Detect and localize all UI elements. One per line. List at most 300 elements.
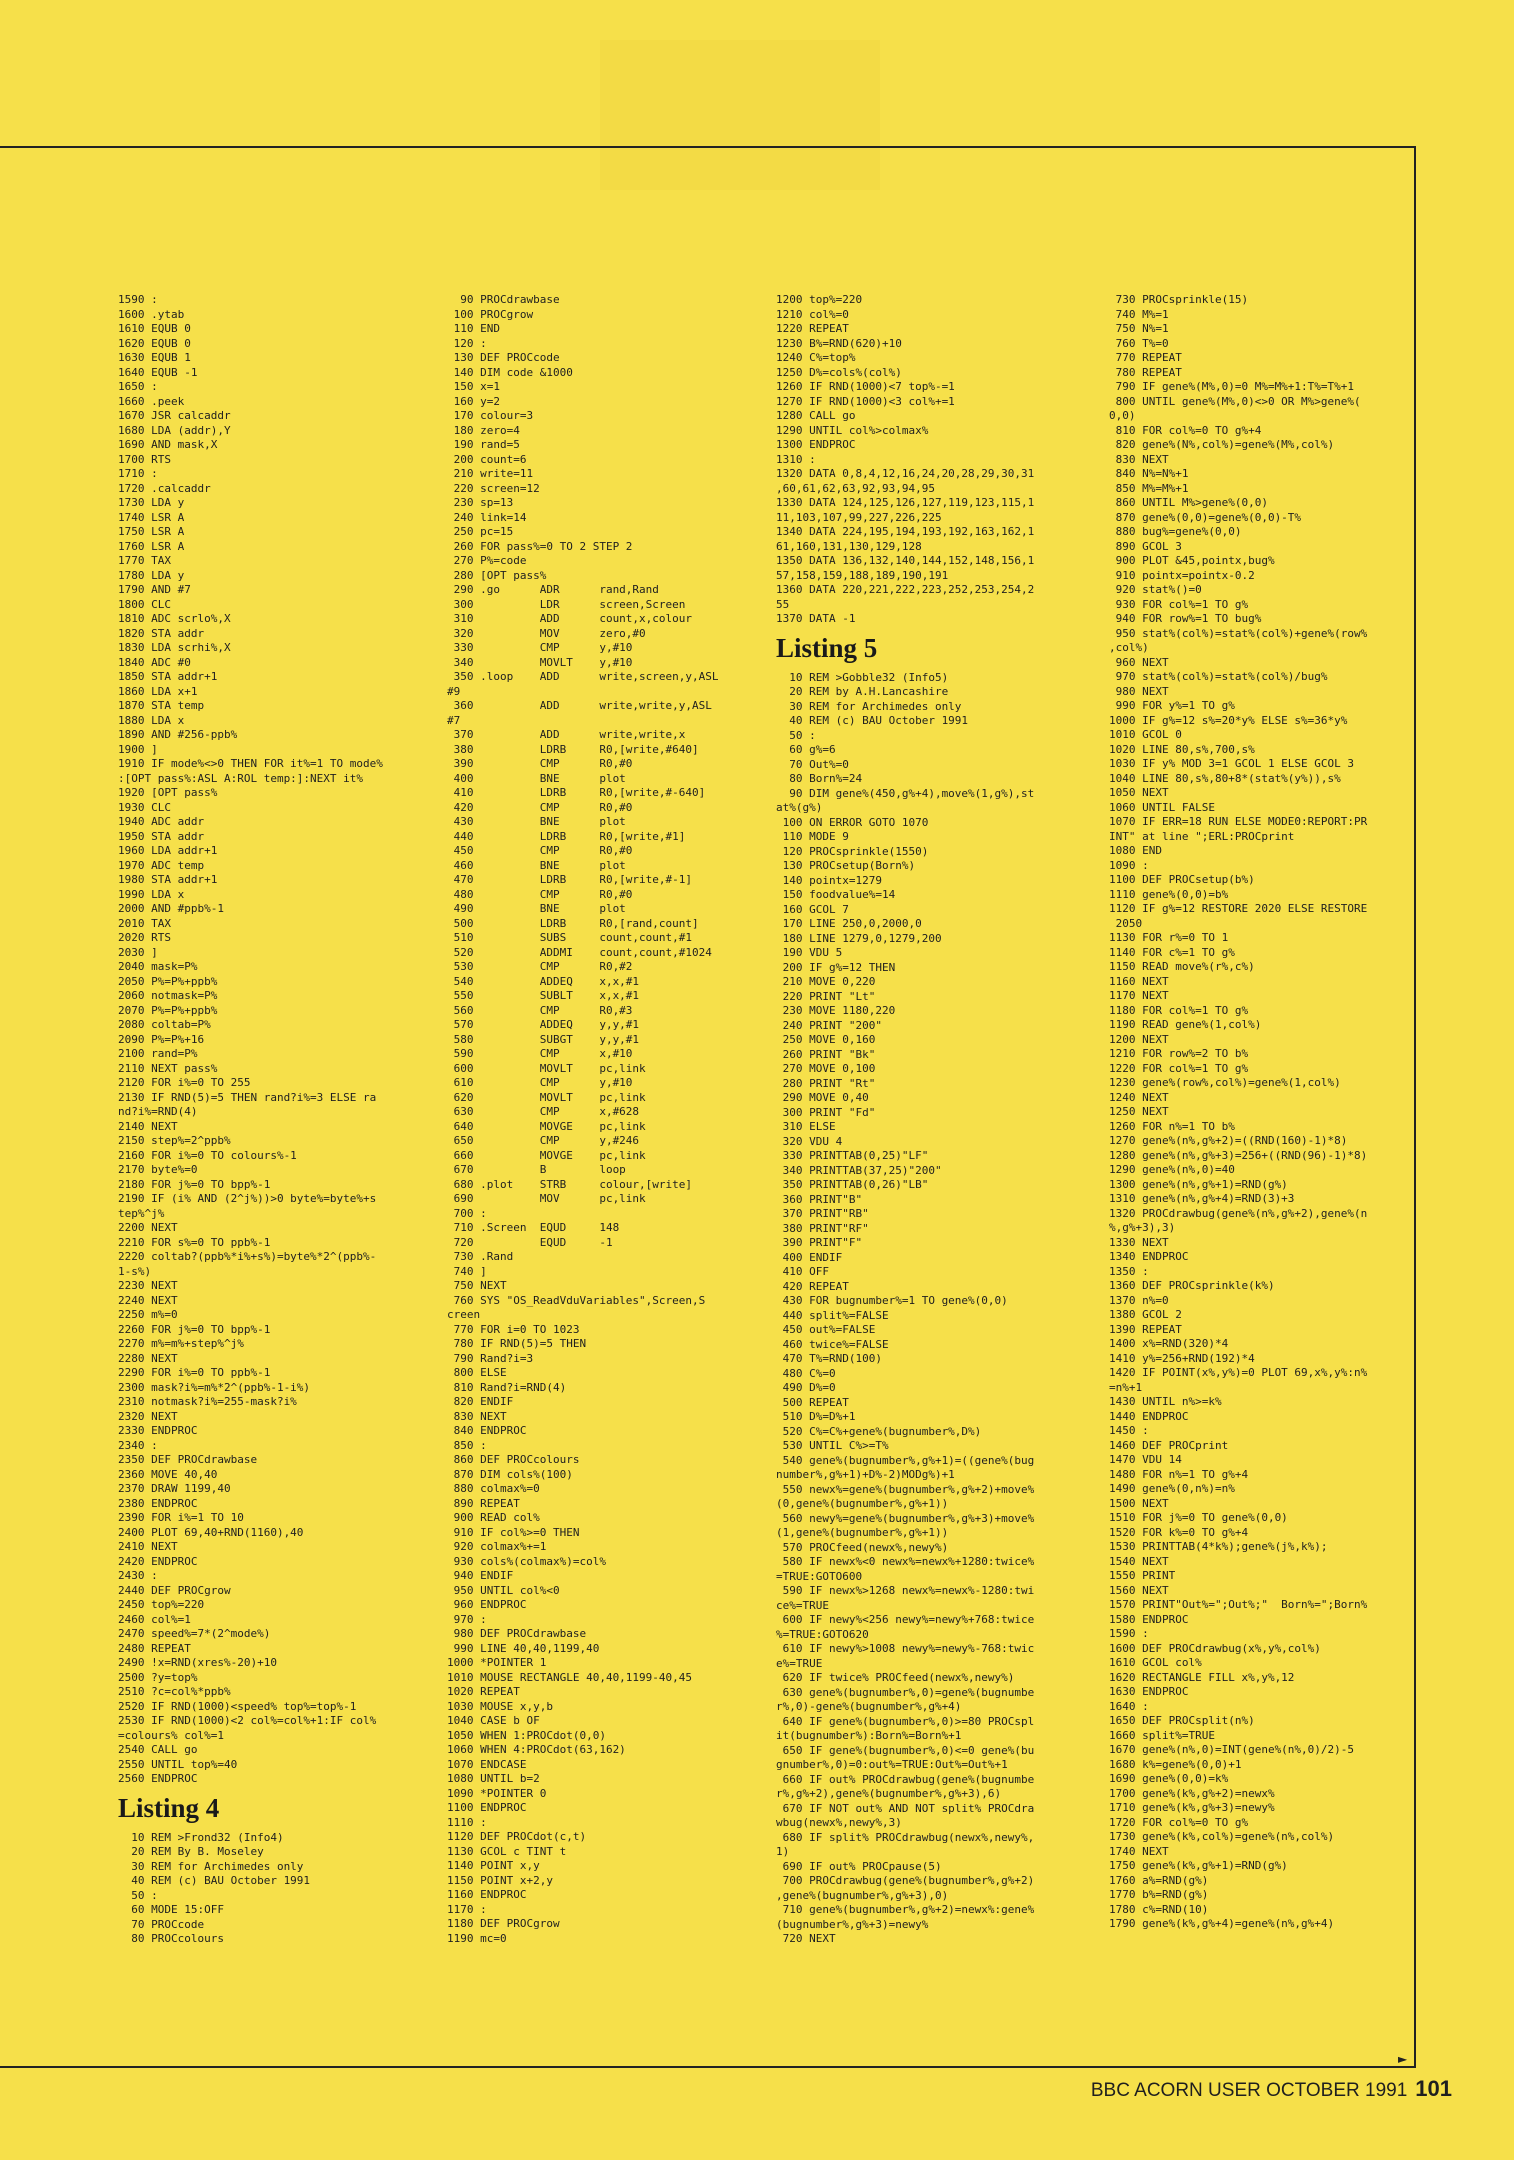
code-line: 1270 IF RND(1000)<3 col%+=1 <box>776 394 955 408</box>
code-line: 390 CMP R0,#0 <box>447 757 633 770</box>
code-line: 930 cols%(colmax%)=col% <box>447 1554 606 1568</box>
code-line: number%,g%+1)+D%-2)MODg%)+1 <box>776 1468 955 1481</box>
code-line: 140 pointx=1279 <box>776 873 882 887</box>
code-line: 880 bug%=gene%(0,0) <box>1109 525 1242 538</box>
code-line: 880 colmax%=0 <box>447 1482 540 1495</box>
code-line: 1020 REPEAT <box>447 1685 520 1698</box>
code-line: 340 PRINTTAB(37,25)"200" <box>776 1163 942 1177</box>
code-line: 520 C%=C%+gene%(bugnumber%,D%) <box>776 1424 982 1438</box>
code-line: 1570 PRINT"Out%=";Out%;" Born%=";Born% <box>1109 1598 1368 1611</box>
code-line: 150 x=1 <box>447 380 500 393</box>
code-line: 590 IF newx%>1268 newx%=newx%-1280:twi <box>776 1584 1035 1597</box>
code-line: 1320 PROCdrawbug(gene%(n%,g%+2),gene%(n <box>1109 1206 1368 1220</box>
code-line: 800 ELSE <box>447 1366 507 1379</box>
code-line: 960 ENDPROC <box>447 1598 527 1611</box>
code-line: 1060 WHEN 4:PROCdot(63,162) <box>447 1743 626 1756</box>
code-line: 110 MODE 9 <box>776 830 849 843</box>
code-line: e%=TRUE <box>776 1656 823 1670</box>
code-line: 210 MOVE 0,220 <box>776 975 876 988</box>
code-line: 20 REM by A.H.Lancashire <box>776 685 949 698</box>
code-line: 1) <box>776 1845 790 1858</box>
code-line: 1400 x%=RND(320)*4 <box>1109 1337 1229 1350</box>
code-line: 2000 AND #ppb%-1 <box>118 902 224 915</box>
code-line: 2440 DEF PROCgrow <box>118 1583 231 1597</box>
code-line: 580 SUBGT y,y,#1 <box>447 1032 640 1046</box>
code-line: 1130 GCOL c TINT t <box>447 1844 567 1858</box>
code-line: 780 REPEAT <box>1109 365 1182 379</box>
code-line: 250 MOVE 0,160 <box>776 1033 876 1046</box>
code-line: 380 LDRB R0,[write,#640] <box>447 742 699 756</box>
code-line: 2290 FOR i%=0 TO ppb%-1 <box>118 1366 271 1379</box>
code-line: 2100 rand=P% <box>118 1047 198 1060</box>
code-line: 1330 NEXT <box>1109 1235 1169 1249</box>
code-line: 2210 FOR s%=0 TO ppb%-1 <box>118 1235 271 1249</box>
code-line: 1720 FOR col%=0 TO g% <box>1109 1815 1249 1829</box>
code-line: 1810 ADC scrlo%,X <box>118 612 231 625</box>
code-line: 350 .loop ADD write,screen,y,ASL <box>447 670 719 683</box>
code-line: 600 MOVLT pc,link <box>447 1061 646 1075</box>
code-line: 1240 C%=top% <box>776 351 856 364</box>
code-line: 480 CMP R0,#0 <box>447 887 633 901</box>
code-line: 2530 IF RND(1000)<2 col%=col%+1:IF col% <box>118 1714 377 1727</box>
code-line: 1110 gene%(0,0)=b% <box>1109 887 1229 901</box>
code-line: 57,158,159,188,189,190,191 <box>776 568 949 582</box>
code-line: 80 Born%=24 <box>776 772 863 785</box>
top-rule <box>0 146 1416 148</box>
code-line: 1650 DEF PROCsplit(n%) <box>1109 1714 1255 1727</box>
code-line: 670 B loop <box>447 1163 626 1176</box>
code-line: 1-s%) <box>118 1264 152 1278</box>
code-line: 1860 LDA x+1 <box>118 684 198 698</box>
code-line: 50 : <box>118 1888 158 1902</box>
code-line: 790 IF gene%(M%,0)=0 M%=M%+1:T%=T%+1 <box>1109 380 1355 393</box>
code-line: 440 split%=FALSE <box>776 1308 889 1322</box>
code-line: 1150 READ move%(r%,c%) <box>1109 960 1255 973</box>
code-line: 200 count=6 <box>447 452 527 466</box>
code-line: 2500 ?y=top% <box>118 1670 198 1684</box>
code-line: at%(g%) <box>776 801 823 814</box>
code-block <box>118 293 456 1787</box>
code-line: 1250 D%=cols%(col%) <box>776 365 902 379</box>
code-line: 2380 ENDPROC <box>118 1496 198 1510</box>
code-line: 920 stat%()=0 <box>1109 583 1202 596</box>
code-line: 1870 STA temp <box>118 699 205 712</box>
code-line: 90 DIM gene%(450,g%+4),move%(1,g%),st <box>776 786 1035 800</box>
code-line: 1490 gene%(0,n%)=n% <box>1109 1482 1235 1495</box>
code-line: 1690 AND mask,X <box>118 438 218 451</box>
code-line: 1970 ADC temp <box>118 858 205 872</box>
code-line: 950 UNTIL col%<0 <box>447 1583 560 1597</box>
code-line: 980 NEXT <box>1109 684 1169 698</box>
code-line: 1220 FOR col%=1 TO g% <box>1109 1061 1249 1075</box>
code-line: 480 C%=0 <box>776 1366 836 1380</box>
code-line: 1910 IF mode%<>0 THEN FOR it%=1 TO mode% <box>118 757 383 770</box>
code-line: 2040 mask=P% <box>118 960 198 973</box>
code-line: 890 GCOL 3 <box>1109 539 1182 553</box>
code-line: 640 IF gene%(bugnumber%,0)>=80 PROCspl <box>776 1714 1035 1728</box>
code-line: 360 PRINT"B" <box>776 1192 863 1206</box>
code-line: 70 Out%=0 <box>776 757 849 771</box>
code-line: 2230 NEXT <box>118 1279 178 1292</box>
code-line: 2080 coltab=P% <box>118 1018 211 1031</box>
code-line: 830 NEXT <box>1109 452 1169 466</box>
code-line: 1110 : <box>447 1815 487 1829</box>
code-line: 1900 ] <box>118 742 158 756</box>
code-line: 110 END <box>447 322 500 335</box>
code-line: 190 rand=5 <box>447 438 520 451</box>
code-line: 1710 : <box>118 467 158 480</box>
code-line: 1350 DATA 136,132,140,144,152,148,156,1 <box>776 554 1035 567</box>
code-line: 240 PRINT "200" <box>776 1018 882 1032</box>
code-line: 750 N%=1 <box>1109 322 1169 335</box>
code-line: 2320 NEXT <box>118 1409 178 1423</box>
code-line: 490 BNE plot <box>447 902 626 915</box>
code-line: 810 Rand?i=RND(4) <box>447 1380 567 1394</box>
code-line: 1310 gene%(n%,g%+4)=RND(3)+3 <box>1109 1192 1295 1205</box>
code-line: 1090 : <box>1109 858 1149 872</box>
magazine-issue: BBC ACORN USER OCTOBER 1991 <box>1090 2080 1408 2101</box>
code-line: 1790 gene%(k%,g%+4)=gene%(n%,g%+4) <box>1109 1917 1335 1930</box>
code-line: 1050 WHEN 1:PROCdot(0,0) <box>447 1728 606 1742</box>
code-line: 90 PROCdrawbase <box>447 293 560 306</box>
code-line: 370 PRINT"RB" <box>776 1207 869 1220</box>
code-line: 120 PROCsprinkle(1550) <box>776 844 929 858</box>
code-line: 1600 .ytab <box>118 307 185 321</box>
code-line: 2120 FOR i%=0 TO 255 <box>118 1076 251 1089</box>
code-line: 1080 END <box>1109 844 1162 857</box>
code-line: 2260 FOR j%=0 TO bpp%-1 <box>118 1322 271 1336</box>
code-line: 980 DEF PROCdrawbase <box>447 1627 587 1640</box>
code-line: 1340 DATA 224,195,194,193,192,163,162,1 <box>776 525 1035 538</box>
code-line: 1360 DATA 220,221,222,223,252,253,254,2 <box>776 583 1035 596</box>
code-line: 460 twice%=FALSE <box>776 1337 889 1351</box>
code-line: 130 PROCsetup(Born%) <box>776 859 916 872</box>
code-line: 630 gene%(bugnumber%,0)=gene%(bugnumbe <box>776 1685 1035 1699</box>
code-line: 530 UNTIL C%>=T% <box>776 1439 889 1452</box>
code-line: 1070 ENDCASE <box>447 1757 527 1771</box>
code-line: 510 D%=D%+1 <box>776 1410 856 1423</box>
code-line: 1280 gene%(n%,g%+3)=256+((RND(96)-1)*8) <box>1109 1148 1368 1162</box>
code-line: 170 colour=3 <box>447 409 534 422</box>
page-footer <box>1091 2076 1452 2102</box>
code-line: 990 FOR y%=1 TO g% <box>1109 699 1235 712</box>
code-line: 1040 LINE 80,s%,80+8*(stat%(y%)),s% <box>1109 771 1341 785</box>
code-line: 1300 ENDPROC <box>776 438 856 451</box>
code-line: 1720 .calcaddr <box>118 481 211 495</box>
code-line: 290 MOVE 0,40 <box>776 1091 869 1104</box>
code-line: 220 PRINT "Lt" <box>776 989 876 1003</box>
listing-column-2 <box>447 293 785 1946</box>
code-line: ,gene%(bugnumber%,g%+3),0) <box>776 1888 949 1902</box>
code-line: 1290 UNTIL col%>colmax% <box>776 423 929 437</box>
code-line: 710 .Screen EQUD 148 <box>447 1221 620 1234</box>
listing-column-1 <box>118 293 456 1947</box>
code-line: 1250 NEXT <box>1109 1105 1169 1118</box>
code-line: 2060 notmask=P% <box>118 989 218 1002</box>
code-line: 1180 DEF PROCgrow <box>447 1917 560 1930</box>
code-line: 840 N%=N%+1 <box>1109 467 1189 480</box>
code-line: 30 REM for Archimedes only <box>118 1859 304 1873</box>
code-line: 1520 FOR k%=0 TO g%+4 <box>1109 1525 1249 1539</box>
code-line: 550 SUBLT x,x,#1 <box>447 989 640 1002</box>
code-line: (bugnumber%,g%+3)=newy% <box>776 1917 929 1931</box>
code-line: 2280 NEXT <box>118 1351 178 1365</box>
code-line: 330 PRINTTAB(0,25)"LF" <box>776 1149 929 1162</box>
code-line: 910 pointx=pointx-0.2 <box>1109 568 1255 582</box>
code-line: 860 UNTIL M%>gene%(0,0) <box>1109 496 1268 509</box>
code-line: 1700 RTS <box>118 452 171 466</box>
code-line: 1050 NEXT <box>1109 786 1169 799</box>
code-line: 270 MOVE 0,100 <box>776 1062 876 1075</box>
code-line: %,g%+3),3) <box>1109 1221 1176 1234</box>
code-line: 410 LDRB R0,[write,#-640] <box>447 786 706 799</box>
code-line: 2050 P%=P%+ppb% <box>118 974 218 988</box>
code-block <box>1109 293 1447 1932</box>
code-line: 1240 NEXT <box>1109 1090 1169 1104</box>
code-line: 1730 gene%(k%,col%)=gene%(n%,col%) <box>1109 1830 1335 1843</box>
code-line: gnumber%,0)=0:out%=TRUE:Out%=Out%+1 <box>776 1758 1008 1771</box>
code-line: 710 gene%(bugnumber%,g%+2)=newx%:gene% <box>776 1903 1035 1916</box>
code-line: 870 DIM cols%(100) <box>447 1467 573 1481</box>
code-line: 1590 : <box>1109 1627 1149 1640</box>
code-line: 1120 IF g%=12 RESTORE 2020 ELSE RESTORE <box>1109 902 1368 915</box>
code-line: 1370 DATA -1 <box>776 612 856 625</box>
code-line: 560 CMP R0,#3 <box>447 1003 633 1017</box>
code-line: 1380 GCOL 2 <box>1109 1308 1182 1321</box>
code-line: 1610 GCOL col% <box>1109 1656 1202 1669</box>
code-line: 1020 LINE 80,s%,700,s% <box>1109 742 1255 756</box>
code-line: 20 REM By B. Moseley <box>118 1845 264 1858</box>
code-line: 1630 ENDPROC <box>1109 1685 1189 1698</box>
code-line: 1350 : <box>1109 1264 1149 1278</box>
code-line: 1560 NEXT <box>1109 1583 1169 1597</box>
code-line: 1090 *POINTER 0 <box>447 1786 547 1800</box>
code-line: 180 LINE 1279,0,1279,200 <box>776 931 942 945</box>
code-line: 1770 b%=RND(g%) <box>1109 1888 1209 1901</box>
code-line: 1170 : <box>447 1902 487 1916</box>
code-line: 2560 ENDPROC <box>118 1772 198 1785</box>
code-line: 1280 CALL go <box>776 409 856 422</box>
code-line: 600 IF newy%<256 newy%=newy%+768:twice <box>776 1613 1035 1626</box>
code-line: 260 FOR pass%=0 TO 2 STEP 2 <box>447 539 633 553</box>
code-line: 170 LINE 250,0,2000,0 <box>776 917 922 930</box>
code-line: 490 D%=0 <box>776 1381 836 1394</box>
code-line: 400 ENDIF <box>776 1250 843 1264</box>
code-line: 55 <box>776 597 790 611</box>
code-line: 1410 y%=256+RND(192)*4 <box>1109 1351 1255 1365</box>
code-line: 820 ENDIF <box>447 1395 514 1408</box>
code-line: 610 CMP y,#10 <box>447 1076 633 1089</box>
code-line: 1190 READ gene%(1,col%) <box>1109 1018 1262 1031</box>
code-line: 820 gene%(N%,col%)=gene%(M%,col%) <box>1109 438 1335 451</box>
code-line: 440 LDRB R0,[write,#1] <box>447 829 686 843</box>
code-line: 1950 STA addr <box>118 829 205 843</box>
code-line: 730 .Rand <box>447 1250 514 1263</box>
code-line: 1600 DEF PROCdrawbug(x%,y%,col%) <box>1109 1641 1321 1655</box>
code-line: 1820 STA addr <box>118 626 205 640</box>
code-line: 1650 : <box>118 380 158 393</box>
code-line: 920 colmax%+=1 <box>447 1540 547 1553</box>
code-line: 700 : <box>447 1206 487 1220</box>
code-line: 1670 JSR calcaddr <box>118 409 231 422</box>
code-line: 2540 CALL go <box>118 1743 198 1756</box>
code-line: 1340 ENDPROC <box>1109 1250 1189 1263</box>
code-line: 130 DEF PROCcode <box>447 351 560 364</box>
code-line: 1010 MOUSE RECTANGLE 40,40,1199-40,45 <box>447 1670 693 1684</box>
code-line: 910 IF col%>=0 THEN <box>447 1525 580 1539</box>
code-line: 1620 RECTANGLE FILL x%,y%,12 <box>1109 1670 1295 1684</box>
code-line: 2050 <box>1109 916 1143 930</box>
code-line: 1200 top%=220 <box>776 293 863 306</box>
listing-heading: Listing 4 <box>118 1792 220 1823</box>
code-line: 160 y=2 <box>447 394 500 408</box>
code-line: 100 ON ERROR GOTO 1070 <box>776 815 929 829</box>
code-line: 2350 DEF PROCdrawbase <box>118 1453 258 1466</box>
code-line: 1620 EQUB 0 <box>118 336 191 350</box>
code-line: 2400 PLOT 69,40+RND(1160),40 <box>118 1525 304 1539</box>
code-line: 1690 gene%(0,0)=k% <box>1109 1772 1229 1785</box>
code-line: nd?i%=RND(4) <box>118 1105 198 1118</box>
code-line: 810 FOR col%=0 TO g%+4 <box>1109 423 1262 437</box>
code-line: 1230 gene%(row%,col%)=gene%(1,col%) <box>1109 1076 1341 1089</box>
code-line: 280 PRINT "Rt" <box>776 1076 876 1090</box>
code-line: 300 LDR screen,Screen <box>447 597 686 611</box>
code-line: 990 LINE 40,40,1199,40 <box>447 1641 600 1655</box>
code-line: 680 IF split% PROCdrawbug(newx%,newy%, <box>776 1830 1035 1844</box>
code-line: 430 BNE plot <box>447 815 626 828</box>
code-line: 1960 LDA addr+1 <box>118 844 218 857</box>
code-line: #9 <box>447 684 461 698</box>
code-line: 750 NEXT <box>447 1279 507 1292</box>
code-line: 2130 IF RND(5)=5 THEN rand?i%=3 ELSE ra <box>118 1090 377 1104</box>
code-line: 890 REPEAT <box>447 1496 520 1510</box>
code-line: 1660 split%=TRUE <box>1109 1728 1215 1742</box>
code-line: 2450 top%=220 <box>118 1598 205 1611</box>
code-line: 1040 CASE b OF <box>447 1714 540 1727</box>
code-line: (0,gene%(bugnumber%,g%+1)) <box>776 1497 949 1510</box>
code-line: 960 NEXT <box>1109 655 1169 669</box>
code-line: 940 FOR row%=1 TO bug% <box>1109 612 1262 625</box>
code-line: 1580 ENDPROC <box>1109 1612 1189 1626</box>
code-line: 900 READ col% <box>447 1511 540 1524</box>
code-line: 1550 PRINT <box>1109 1569 1176 1582</box>
code-line: 510 SUBS count,count,#1 <box>447 931 693 944</box>
code-line: 1750 LSR A <box>118 525 185 538</box>
code-line: 410 OFF <box>776 1265 829 1278</box>
code-line: 1680 LDA (addr),Y <box>118 423 231 437</box>
code-line: 1370 n%=0 <box>1109 1293 1169 1307</box>
code-line: 1460 DEF PROCprint <box>1109 1438 1229 1452</box>
code-line: 420 CMP R0,#0 <box>447 800 633 814</box>
code-line: 2020 RTS <box>118 931 171 944</box>
code-line: 1140 FOR c%=1 TO g% <box>1109 945 1235 959</box>
code-line: 10 REM >Frond32 (Info4) <box>118 1830 284 1844</box>
code-line: 1130 FOR r%=0 TO 1 <box>1109 931 1229 944</box>
code-line: 2520 IF RND(1000)<speed% top%=top%-1 <box>118 1699 357 1713</box>
code-line: 2180 FOR j%=0 TO bpp%-1 <box>118 1177 271 1191</box>
code-line: 470 LDRB R0,[write,#-1] <box>447 873 693 886</box>
code-line: 330 CMP y,#10 <box>447 641 633 654</box>
code-line: 650 CMP y,#246 <box>447 1134 640 1147</box>
code-line: ,col%) <box>1109 641 1149 654</box>
code-line: 850 : <box>447 1438 487 1452</box>
code-line: 1160 ENDPROC <box>447 1888 527 1901</box>
code-line: 1770 TAX <box>118 554 171 567</box>
code-line: 40 REM (c) BAU October 1991 <box>118 1874 311 1887</box>
continue-arrow-icon: ► <box>1398 2052 1408 2066</box>
code-line: 850 M%=M%+1 <box>1109 481 1189 495</box>
code-line: #7 <box>447 713 461 727</box>
code-line: %=TRUE:GOTO620 <box>776 1627 869 1641</box>
code-line: 460 BNE plot <box>447 858 626 872</box>
code-line: INT" at line ";ERL:PROCprint <box>1109 829 1295 843</box>
code-line: 2300 mask?i%=m%*2^(ppb%-1-i%) <box>118 1380 311 1394</box>
code-line: 1670 gene%(n%,0)=INT(gene%(n%,0)/2)-5 <box>1109 1743 1355 1756</box>
code-line: 590 CMP x,#10 <box>447 1047 633 1060</box>
code-line: 210 write=11 <box>447 467 534 480</box>
code-line: =n%+1 <box>1109 1380 1143 1394</box>
code-line: 790 Rand?i=3 <box>447 1351 534 1365</box>
code-line: 1180 FOR col%=1 TO g% <box>1109 1003 1249 1017</box>
code-line: 220 screen=12 <box>447 481 540 495</box>
code-line: 1840 ADC #0 <box>118 655 191 669</box>
code-line: 2410 NEXT <box>118 1540 178 1553</box>
code-line: 40 REM (c) BAU October 1991 <box>776 714 969 727</box>
code-line: 1640 EQUB -1 <box>118 365 198 379</box>
code-line: 1390 REPEAT <box>1109 1322 1182 1336</box>
code-line: 1070 IF ERR=18 RUN ELSE MODE0:REPORT:PR <box>1109 815 1368 828</box>
code-line: 1780 LDA y <box>118 568 185 582</box>
code-line: 70 PROCcode <box>118 1917 205 1931</box>
code-line: 970 : <box>447 1612 487 1626</box>
code-line: 1100 DEF PROCsetup(b%) <box>1109 873 1255 886</box>
code-block <box>447 293 785 1946</box>
code-line: 2480 REPEAT <box>118 1641 191 1655</box>
code-line: 2220 coltab?(ppb%*i%+s%)=byte%*2^(ppb%- <box>118 1250 377 1263</box>
code-line: 150 foodvalue%=14 <box>776 888 896 901</box>
code-line: 1800 CLC <box>118 597 171 611</box>
code-line: 1480 FOR n%=1 TO g%+4 <box>1109 1467 1249 1481</box>
code-line: 1300 gene%(n%,g%+1)=RND(g%) <box>1109 1177 1288 1191</box>
code-line: 1080 UNTIL b=2 <box>447 1772 540 1785</box>
code-line: 1700 gene%(k%,g%+2)=newx% <box>1109 1786 1275 1800</box>
code-line: 2170 byte%=0 <box>118 1163 198 1176</box>
code-line: 450 out%=FALSE <box>776 1323 876 1336</box>
code-line: 2310 notmask?i%=255-mask?i% <box>118 1395 297 1408</box>
code-line: 1710 gene%(k%,g%+3)=newy% <box>1109 1801 1275 1814</box>
code-line: 2460 col%=1 <box>118 1612 191 1626</box>
code-line: 2070 P%=P%+ppb% <box>118 1003 218 1017</box>
code-line: 1000 *POINTER 1 <box>447 1656 547 1669</box>
code-line: 1530 PRINTTAB(4*k%);gene%(j%,k%); <box>1109 1540 1328 1553</box>
code-block <box>776 293 1114 627</box>
code-line: 1680 k%=gene%(0,0)+1 <box>1109 1757 1242 1771</box>
code-line: 1610 EQUB 0 <box>118 322 191 335</box>
code-line: 680 .plot STRB colour,[write] <box>447 1177 693 1191</box>
code-line: 1160 NEXT <box>1109 974 1169 988</box>
code-line: 390 PRINT"F" <box>776 1236 863 1249</box>
code-line: 360 ADD write,write,y,ASL <box>447 699 712 712</box>
code-line: 610 IF newy%>1008 newy%=newy%-768:twic <box>776 1642 1035 1655</box>
code-line: 530 CMP R0,#2 <box>447 960 633 973</box>
code-line: :[OPT pass%:ASL A:ROL temp:]:NEXT it% <box>118 771 364 785</box>
code-line: 60 g%=6 <box>776 743 836 756</box>
code-line: 580 IF newx%<0 newx%=newx%+1280:twice% <box>776 1555 1035 1568</box>
code-line: 1210 col%=0 <box>776 307 849 321</box>
code-line: 1980 STA addr+1 <box>118 873 218 886</box>
code-line: 60 MODE 15:OFF <box>118 1903 224 1916</box>
code-line: it(bugnumber%):Born%=Born%+1 <box>776 1729 962 1742</box>
